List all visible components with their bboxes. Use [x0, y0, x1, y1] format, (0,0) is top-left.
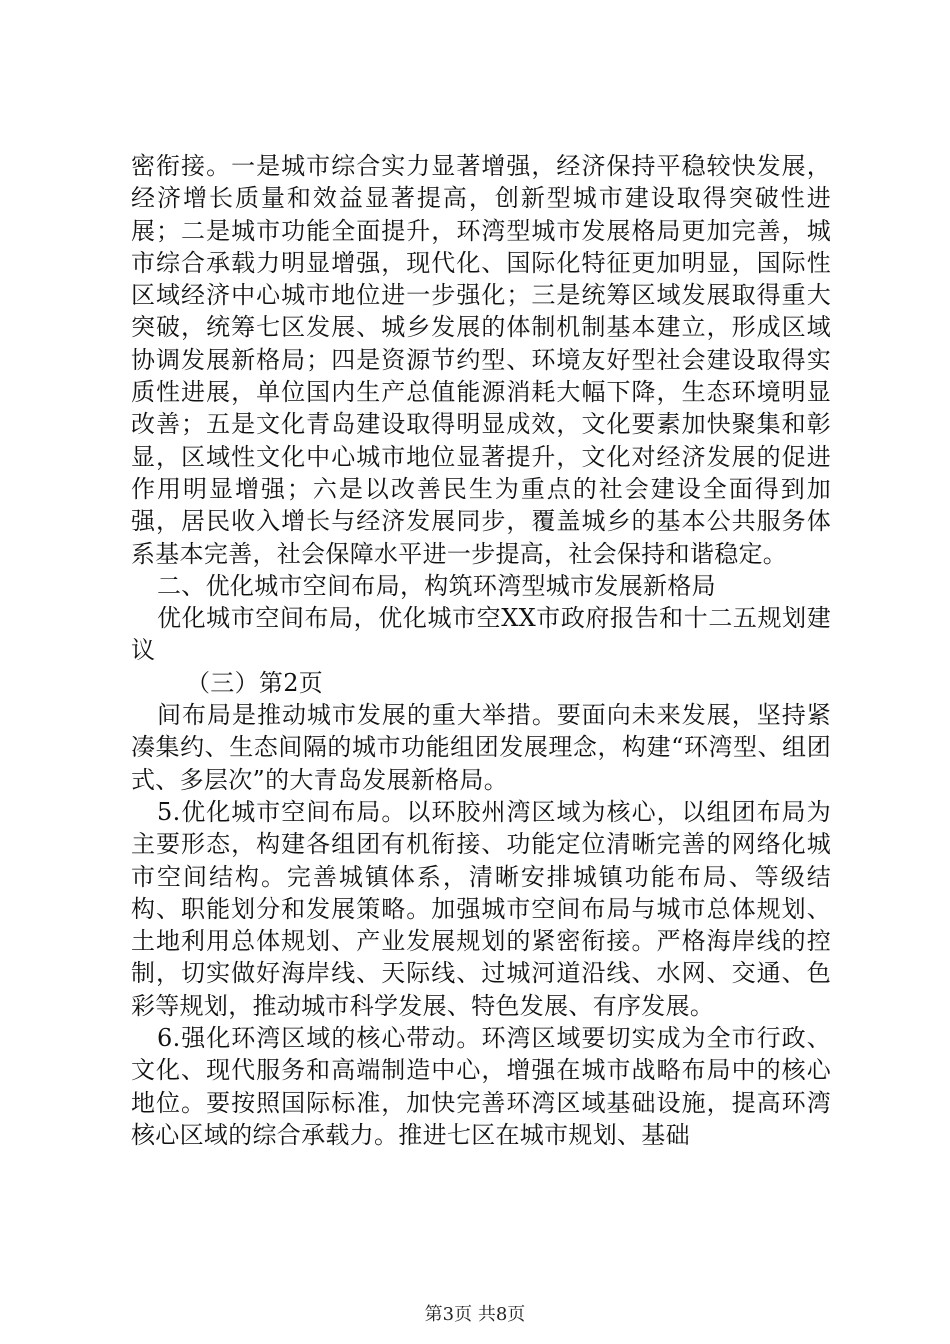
- paragraph-item-5: 5.优化城市空间布局。以环胶州湾区域为核心，以组团布局为主要形态，构建各组团有机衔接、功能定位清晰完善的网络化城市空间结构。完善城镇体系，清晰安排城镇功能布局、等级结构、职能划分和发展策略。加强城市空间布局与城市总体规划、土地利用总体规划、产业发展规划的紧密衔接。严格海岸线的控制，切实做好海岸线、天际线、过城河道沿线、水网、交通、色彩等规划，推动城市科学发展、特色发展、有序发展。: [131, 797, 831, 1020]
- section-heading-two: 二、优化城市空间布局，构筑环湾型城市发展新格局: [157, 571, 716, 600]
- page-marker-line: （三）第2页: [186, 668, 324, 697]
- paragraph-section-title-line: 优化城市空间布局，优化城市空XX市政府报告和十二五规划建议: [131, 604, 831, 665]
- document-body: [131, 150, 831, 1151]
- paragraph-summary-goals: 密衔接。一是城市综合实力显著增强，经济保持平稳较快发展，经济增长质量和效益显著提高，创新型城市建设取得突破性进展；二是城市功能全面提升，环湾型城市发展格局更加完善，城市综合承载力明显增强，现代化、国际化特征更加明显，国际性区域经济中心城市地位进一步强化；三是统筹区域发展取得重大突破，统筹七区发展、城乡发展的体制机制基本建立，形成区域协调发展新格局；四是资源节约型、环境友好型社会建设取得实质性进展，单位国内生产总值能源消耗大幅下降，生态环境明显改善；五是文化青岛建设取得明显成效，文化要素加快聚集和彰显，区域性文化中心城市地位显著提升，文化对经济发展的促进作用明显增强；六是以改善民生为重点的社会建设全面得到加强，居民收入增长与经济发展同步，覆盖城乡的基本公共服务体系基本完善，社会保障水平进一步提高，社会保持和谐稳定。: [131, 152, 831, 568]
- page-footer: 第3页 共8页: [424, 1304, 526, 1325]
- paragraph-spatial-layout-intro: 间布局是推动城市发展的重大举措。要面向未来发展，坚持紧凑集约、生态间隔的城市功能组团发展理念，构建“环湾型、组团式、多层次”的大青岛发展新格局。: [131, 701, 831, 794]
- paragraph-item-6: 6.强化环湾区域的核心带动。环湾区域要切实成为全市行政、文化、现代服务和高端制造中心，增强在城市战略布局中的核心地位。要按照国际标准，加快完善环湾区域基础设施，提高环湾核心区域的综合承载力。推进七区在城市规划、基础: [131, 1024, 831, 1149]
